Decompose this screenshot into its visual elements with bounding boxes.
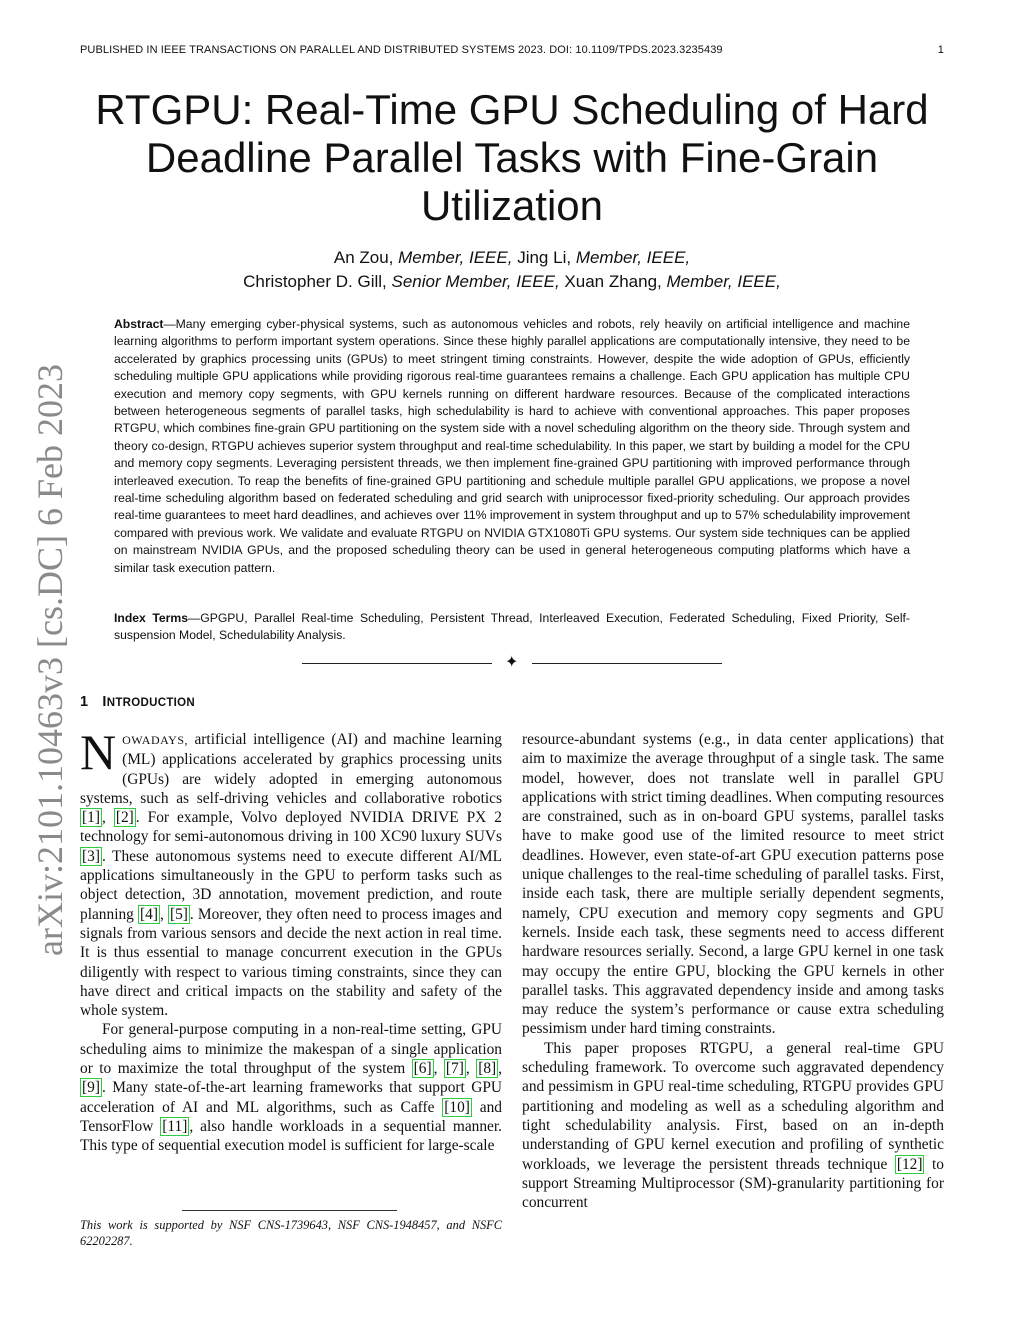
- intro-paragraph-2: [80, 1020, 502, 1155]
- text-run: . These autonomous systems need to execute different AI/ML applications simultaneously in the GPU to perform tasks such as object detection, 3D annotation, movement prediction, and route planning: [80, 847, 502, 923]
- text-run: ,: [101, 809, 114, 827]
- index-terms: [114, 610, 910, 645]
- author-affiliation: Senior Member, IEEE,: [391, 272, 560, 291]
- intro-paragraph-1: [80, 724, 502, 1020]
- arxiv-identifier[interactable]: arXiv:2101.10463v3 [cs.DC] 6 Feb 2023: [30, 364, 70, 956]
- text-run: . For example, Volvo deployed NVIDIA DRIVE PX 2 technology for semi-autonomous driving in 100 XC90 luxury SUVs: [80, 809, 502, 846]
- text-run: ,: [498, 1060, 502, 1078]
- separator-line-right: [532, 663, 722, 664]
- paper-title: RTGPU: Real-Time GPU Scheduling of Hard Deadline Parallel Tasks with Fine-Grain Utilization: [95, 86, 929, 229]
- section-heading: [80, 694, 195, 710]
- author-name: An Zou,: [333, 248, 394, 267]
- page-number: 1: [937, 44, 944, 56]
- running-header: [80, 44, 944, 60]
- author-name: Jing Li,: [517, 248, 572, 267]
- text-run: artificial intelligence (AI) and machine learning (ML) applications accelerated by graphics processing units (GPUs) are widely adopted in emerging autonomous systems, such as self-driving vehicles and collaborative robotics: [80, 731, 502, 807]
- text-run: For general-purpose computing in a non-real-time setting, GPU scheduling aims to minimize the makespan of a single application or to maximize the total throughput of the system: [80, 1021, 502, 1078]
- journal-line: PUBLISHED IN IEEE TRANSACTIONS ON PARALLEL AND DISTRIBUTED SYSTEMS 2023. DOI: 10.1109/TPDS.2023.3235439: [80, 44, 723, 56]
- citation-link[interactable]: [12]: [896, 1155, 923, 1173]
- intro-paragraph-3: [522, 730, 944, 1039]
- text-run: and TensorFlow: [80, 1098, 502, 1135]
- citation-link[interactable]: [11]: [162, 1117, 188, 1135]
- drop-cap: N: [80, 724, 117, 780]
- funding-footnote: This work is supported by NSF CNS-1739643, NSF CNS-1948457, and NSFC 62202287.: [80, 1218, 502, 1248]
- author-list: [90, 246, 934, 294]
- intro-paragraph-4: [522, 1039, 944, 1213]
- author-name: Christopher D. Gill,: [243, 272, 387, 291]
- left-column: [80, 724, 503, 1156]
- abstract-label: Abstract: [114, 317, 164, 331]
- text-run: . Many state-of-the-art learning frameworks that support GPU acceleration of AI and ML algorithms, such as Caffe: [80, 1079, 502, 1116]
- text-run: This paper proposes RTGPU, a general real-time GPU scheduling framework. To overcome such aggravated dependency and pessimism in GPU real-time scheduling, RTGPU provides GPU partitioning and modeling as well as a scheduling algorithm and tight schedulability analysis. First, based on an in-depth understanding of GPU kernel execution and profiling of synthetic workloads, we leverage the persistent threads technique: [522, 1039, 944, 1173]
- citation-link[interactable]: [6]: [413, 1060, 432, 1078]
- section-title-initial: I: [102, 694, 107, 710]
- citation-link[interactable]: [2]: [115, 809, 134, 827]
- author-name: Xuan Zhang,: [564, 272, 662, 291]
- citation-link[interactable]: [3]: [82, 847, 100, 865]
- author-line-1: [90, 246, 934, 270]
- author-affiliation: Member, IEEE,: [398, 248, 513, 267]
- lead-smallcaps: OWADAYS,: [122, 733, 189, 747]
- text-run: ,: [159, 905, 168, 923]
- text-run: to support Streaming Multiprocessor (SM)-granularity partitioning for concurrent: [522, 1155, 944, 1212]
- citation-link[interactable]: [8]: [478, 1060, 497, 1078]
- citation-link[interactable]: [10]: [444, 1098, 470, 1116]
- citation-link[interactable]: [4]: [140, 905, 158, 923]
- text-run: ,: [433, 1060, 444, 1078]
- text-run: ,: [465, 1060, 477, 1078]
- author-affiliation: Member, IEEE,: [666, 272, 781, 291]
- diamond-icon: ✦: [505, 654, 519, 671]
- citation-link[interactable]: [7]: [445, 1060, 464, 1078]
- citation-link[interactable]: [1]: [82, 809, 100, 827]
- abstract: [114, 316, 910, 577]
- author-line-2: [90, 270, 934, 294]
- separator-line-left: [302, 663, 492, 664]
- right-column: [522, 730, 944, 1212]
- text-run: . Moreover, they often need to process images and signals from various sensors and decide the next action in real time. It is thus essential to manage concurrent execution in the GPUs diligently with respect to various timing constraints, since they can have direct and critical impacts on the stability and safety of the whole system.: [80, 905, 502, 1020]
- abstract-text: —Many emerging cyber-physical systems, such as autonomous vehicles and robots, rely heavily on artificial intelligence and machine learning algorithms to perform important system operations. Since these highly parallel applications are computationally intensive, they need to be accelerated by graphics processing units (GPUs) to meet stringent timing constraints. However, despite the wide adoption of GPUs, efficiently scheduling multiple GPU applications while providing rigorous real-time guarantees remains a challenge. Each GPU application has multiple CPU execution and memory copy segments, with GPU kernels running on different hardware resources. Because of the complicated interactions between heterogeneous segments of parallel tasks, high schedulability is hard to achieve with conventional approaches. This paper proposes RTGPU, which combines fine-grain GPU partitioning on the system side with a novel scheduling algorithm on the theory side. Through system and theory co-design, RTGPU achieves superior system throughput and real-time schedulability. In this paper, we start by building a model for the CPU and memory copy segments. Leveraging persistent threads, we then implement fine-grained GPU partitioning with improved performance through interleaved execution. To reap the benefits of fine-grained GPU partitioning and schedule multiple parallel GPU applications, we propose a novel real-time scheduling algorithm based on federated scheduling and grid search with uniprocessor fixed-priority scheduling. Our approach provides real-time guarantees to meet hard deadlines, and achieves over 11% improvement in system throughput and up to 57% schedulability improvement compared with previous work. We validate and evaluate RTGPU on NVIDIA GTX1080Ti GPU systems. Our system side techniques can be applied on mainstream NVIDIA GPUs, and the proposed scheduling theory can be used in general heterogeneous computing platforms which have a similar task execution pattern.: [114, 317, 910, 575]
- text-run: resource-abundant systems (e.g., in data center applications) that aim to maximize the average throughput of a single task. The same model, however, does not translate well in parallel GPU applications with strict timing deadlines. When computing resources are constrained, such as in on-board GPU systems, parallel tasks have to make good use of the limited resource to meet strict deadlines. However, even state-of-art GPU execution patterns pose unique challenges to the real-time scheduling of parallel tasks. First, inside each task, there are multiple serially dependent segments, namely, CPU execution and memory copy segments and GPU kernels. Inside each task, these segments need to access different hardware resources serially. Second, a large GPU kernel in one task may occupy the entire GPU, blocking the GPU kernels in other parallel tasks. This aggravated dependency inside and among tasks may reduce the system’s performance or cause extra scheduling pessimism under hard timing constraints.: [522, 731, 945, 1038]
- index-terms-text: —GPGPU, Parallel Real-time Scheduling, Persistent Thread, Interleaved Execution, Federated Scheduling, Fixed Priority, Self-suspension Model, Schedulability Analysis.: [114, 611, 910, 643]
- footnote-rule: [182, 1210, 397, 1211]
- section-title-rest: NTRODUCTION: [106, 697, 195, 709]
- section-number: 1: [80, 694, 89, 710]
- citation-link[interactable]: [9]: [82, 1079, 100, 1097]
- section-separator: [302, 655, 722, 671]
- author-affiliation: Member, IEEE,: [575, 248, 691, 267]
- index-terms-label: Index Terms: [114, 611, 189, 625]
- text-run: , also handle workloads in a sequential manner. This type of sequential execution model is sufficient for large-scale: [80, 1117, 503, 1155]
- citation-link[interactable]: [5]: [169, 905, 188, 923]
